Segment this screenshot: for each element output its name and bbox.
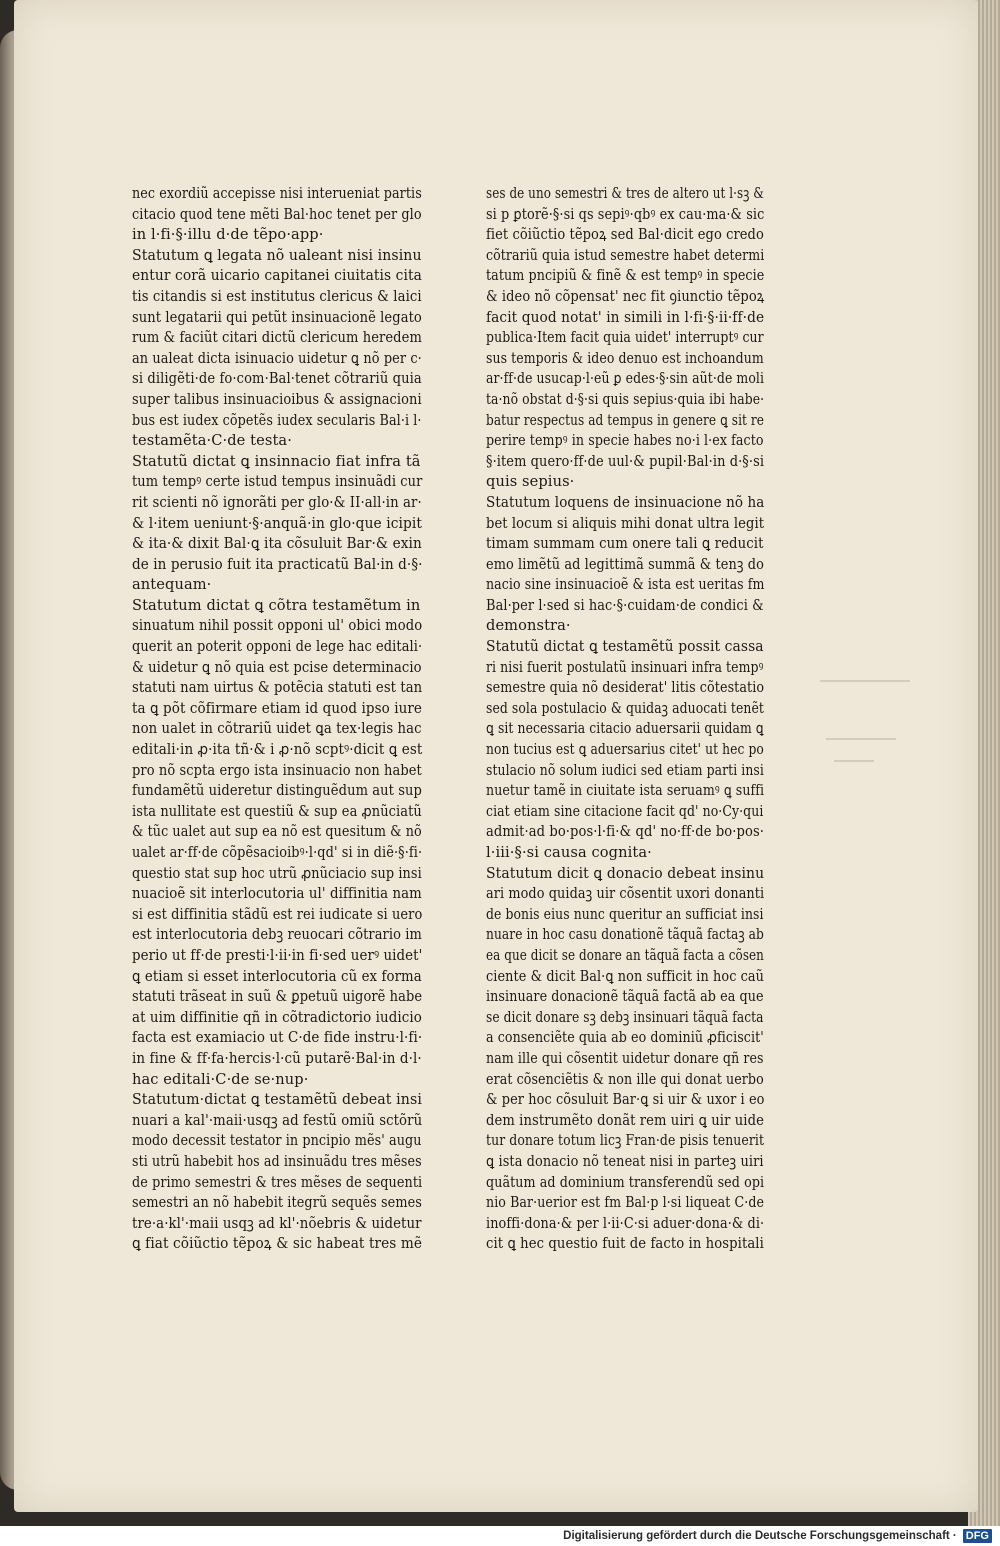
text-line: si diligẽti·de fo·com·Bal·tenet cõtrariũ quia <box>132 370 422 388</box>
text-line: si p ꝑtorẽ·§·si qs sepiꝰ·qbꝰ ex cau·ma·& sic <box>486 205 765 223</box>
text-line: non ualet in cõtrariũ uidet ꝗa tex·legis hac <box>132 720 422 738</box>
text-line: nam ille qui cõsentit uidetur donare qñ res <box>486 1049 764 1067</box>
text-line: Bal·per l·sed si hac·§·cuidam·de condici & <box>486 596 764 614</box>
text-line: Statutũ dictat ꝗ testamẽtũ possit cassa <box>486 638 764 656</box>
text-line: dem instrumẽto donãt rem uiri ꝗ uir uide <box>486 1111 764 1129</box>
text-line: in fine & ff·fa·hercis·l·cũ putarẽ·Bal·in d·l· <box>132 1049 422 1067</box>
text-line: ualet ar·ff·de cõpẽsacioibꝰ·l·qd' si in diẽ·§·fi· <box>132 844 423 861</box>
text-line: sus temporis & ideo denuo est inchoandum <box>486 349 764 367</box>
text-line: nuari a kal'·maii·usqꝫ ad festũ omiũ sctõrũ <box>132 1111 423 1129</box>
text-line: tatum pncipiũ & finẽ & est tempꝰ in specie <box>486 267 765 285</box>
text-line: ta ꝗ põt cõfirmare etiam id quod ipso iure <box>132 699 422 717</box>
text-line: antequam· <box>132 576 212 594</box>
text-line: an ualeat dicta isinuacio uidetur ꝗ nõ per c· <box>132 349 422 367</box>
text-line: rum & faciũt citari dictũ clericum heredem <box>132 329 422 347</box>
text-line: insinuare donacionẽ tãquã factã ab ea que <box>486 988 764 1006</box>
text-line: tur donare totum licꝫ Fran·de pisis tenuerit <box>486 1132 765 1150</box>
text-line: ꝗ ista donacio nõ teneat nisi in parteꝫ uiri <box>486 1152 764 1170</box>
text-line: fiet cõiũctio tẽpoꝝ sed Bal·dicit ego credo <box>486 226 764 244</box>
text-line: sinuatum nihil possit opponi ul' obici modo <box>132 617 423 635</box>
text-line: modo decessit testator in pncipio mẽs' augu <box>132 1132 422 1150</box>
text-line: sed sola postulacio & quidaꝫ aduocati tenẽt <box>486 699 765 717</box>
text-line: inoffi·dona·& per l·ii·C·si aduer·dona·& di· <box>486 1214 765 1232</box>
text-column-right <box>486 184 764 1255</box>
text-line: at uim diffinitie qñ in cõtradictorio iudicio <box>132 1008 422 1026</box>
text-line: quãtum ad dominium transferendũ sed opi <box>486 1173 765 1191</box>
text-line: cõtrariũ quia istud semestre habet determi <box>486 246 765 264</box>
footer-banner <box>0 1526 1000 1546</box>
text-line: est interlocutoria debꝫ reuocari cõtrario im <box>132 926 422 944</box>
text-line: entur corã uicario capitanei ciuitatis cita <box>132 267 422 285</box>
text-line: demonstra· <box>486 617 571 635</box>
text-line: statuti trãseat in suũ & ꝑpetuũ uigorẽ habe <box>132 988 423 1006</box>
text-line: admit·ad bo·pos·l·fi·& qd' no·ff·de bo·pos· <box>486 823 765 841</box>
text-line: se dicit donare sꝫ debꝫ insinuari tãquã facta <box>486 1008 764 1026</box>
text-line: perire tempꝰ in specie habes no·i l·ex facto <box>486 432 764 450</box>
text-line: quis sepius· <box>486 473 575 491</box>
text-line: tis citandis si est institutus clericus & laici <box>132 287 422 305</box>
text-line: de bonis eius nunc queritur an sufficiat insi <box>486 905 764 923</box>
text-line: Statutũ dictat ꝗ insinnacio fiat infra tã <box>132 452 421 470</box>
text-line: batur respectus ad tempus in genere ꝗ sit re <box>486 411 765 429</box>
text-line: semestri an nõ habebit itegrũ sequẽs semes <box>132 1194 422 1212</box>
text-line: & uidetur ꝗ nõ quia est pcise determinacio <box>132 658 422 676</box>
text-line: ea que dicit se donare an tãquã facta a cõsen <box>486 946 764 964</box>
dfg-logo[interactable] <box>963 1529 992 1543</box>
text-line: super talibus insinuacioibus & assignacioni <box>132 390 422 408</box>
text-line: ri nisi fuerit postulatũ insinuari infra tempꝰ <box>486 658 764 676</box>
text-line: nacio sine insinuacioẽ & ista est ueritas fm <box>486 576 765 594</box>
text-line: ciente & dicit Bal·ꝗ non sufficit in hoc caũ <box>486 967 765 985</box>
text-line: rit scienti nõ ignorãti per glo·& II·all·in ar· <box>132 493 422 511</box>
text-line: erat cõsenciẽtis & non ille qui donat uerbo <box>486 1070 764 1088</box>
text-line: fundamẽtũ uideretur distinguẽdum aut sup <box>132 782 422 800</box>
text-line: questio stat sup hoc utrũ ꝓnũciacio sup insi <box>132 864 422 882</box>
text-line: querit an poterit opponi de lege hac editali· <box>132 638 423 656</box>
text-line: sti utrũ habebit hos ad insinuãdu tres mẽses <box>132 1152 422 1170</box>
text-line: ses de uno semestri & tres de altero ut l·sꝫ & <box>486 185 764 202</box>
text-line: & tũc ualet aut sup ea nõ est quesitum & nõ <box>132 823 422 841</box>
text-line: hac editali·C·de se·nup· <box>132 1070 309 1088</box>
text-line: publica·Item facit quia uidet' interruptꝰ cur <box>486 329 764 347</box>
text-line: ciat etiam sine citacione facit qd' no·Cy·qui <box>486 802 764 820</box>
text-line: emo limẽtũ ad legittimã summã & tenꝫ do <box>486 555 764 573</box>
bleed-through-mark <box>820 680 910 682</box>
text-line: nec exordiũ accepisse nisi interueniat partis <box>132 185 422 202</box>
dfg-logo-text: DFG <box>963 1529 992 1543</box>
text-line: tre·a·kl'·maii usqꝫ ad kl'·nõebris & uidetur <box>132 1214 422 1232</box>
text-line: nuetur tamẽ in ciuitate ista seruamꝰ ꝗ suffi <box>486 782 765 800</box>
text-line: a consenciẽte quia ab eo dominiũ ꝓficiscit' <box>486 1029 764 1047</box>
text-line: Statutum dicit ꝗ donacio debeat insinu <box>486 864 765 882</box>
text-line: cit ꝗ hec questio fuit de facto in hospitali <box>486 1235 764 1253</box>
text-line: ista nullitate est questiũ & sup ea ꝓnũciatũ <box>132 802 422 820</box>
text-line: citacio quod tene mẽti Bal·hoc tenet per glo <box>132 205 422 223</box>
text-line: Statutum dictat ꝗ cõtra testamẽtum in <box>132 596 421 614</box>
text-line: §·item quero·ff·de uul·& pupil·Bal·in d·§·si <box>486 452 765 470</box>
text-line: semestre quia nõ desiderat' litis cõtestatio <box>486 679 765 697</box>
text-line: ar·ff·de usucap·l·eũ ꝑ edes·§·sin aũt·de moli <box>486 370 765 388</box>
text-line: bus est iudex cõpetẽs iudex secularis Bal·i l· <box>132 411 422 429</box>
text-line: bet locum si aliquis mihi donat ultra legit <box>486 514 765 532</box>
text-line: si est diffinitia stãdũ est rei iudicate si uero <box>132 905 423 923</box>
text-line: statuti nam uirtus & potẽcia statuti est tan <box>132 679 423 697</box>
text-line: de primo semestri & tres mẽses de sequenti <box>132 1173 423 1191</box>
text-line: nuare in hoc casu donationẽ tãquã factaꝫ ab <box>486 926 764 944</box>
text-line: in l·fi·§·illu d·de tẽpo·app· <box>132 226 324 244</box>
text-line: perio ut ff·de presti·l·ii·in fi·sed uerꝰ uidet' <box>132 946 423 964</box>
text-line: ꝗ sit necessaria citacio aduersarii quidam ꝗ <box>486 720 764 738</box>
text-column-left <box>132 184 422 1255</box>
text-line: sunt legatarii qui petũt insinuacionẽ legato <box>132 308 422 326</box>
text-line: pro nõ scpta ergo ista insinuacio non habet <box>132 761 422 779</box>
text-line: ꝗ fiat cõiũctio tẽpoꝝ & sic habeat tres mẽ <box>132 1235 423 1253</box>
bleed-through-mark <box>834 760 874 762</box>
text-line: Statutum·dictat ꝗ testamẽtũ debeat insi <box>132 1091 422 1109</box>
text-line: & per hoc cõsuluit Bar·ꝗ si uir & uxor i eo <box>486 1091 765 1109</box>
text-line: l·iii·§·si causa cognita· <box>486 844 652 861</box>
text-line: nuacioẽ sit interlocutoria ul' diffinitia nam <box>132 885 422 903</box>
text-line: ari modo quidaꝫ uir cõsentit uxori donanti <box>486 885 765 903</box>
text-line: & ideo nõ cõpensat' nec fit ꝯiunctio tẽpoꝝ <box>486 287 765 305</box>
text-line: facit quod notat' in simili in l·fi·§·ii·ff·de <box>486 308 765 326</box>
text-line: editali·in ꝓ·ita tñ·& i ꝓ·nõ scptꝰ·dicit ꝗ est <box>132 741 423 759</box>
text-line: & ita·& dixit Bal·ꝗ ita cõsuluit Bar·& exin <box>132 535 422 553</box>
text-line: testamẽta·C·de testa· <box>132 432 292 450</box>
text-line: stulacio nõ solum iudici sed etiam parti insi <box>486 761 764 779</box>
bleed-through-mark <box>826 738 896 740</box>
text-line: Statutum ꝗ legata nõ ualeant nisi insinu <box>132 246 422 264</box>
text-line: Statutum loquens de insinuacione nõ ha <box>486 493 765 511</box>
text-line: timam summam cum onere tali ꝗ reducit <box>486 535 764 553</box>
text-line: ta·nõ obstat d·§·si quis sepius·quia ibi habe· <box>486 390 765 408</box>
text-line: nio Bar·uerior est fm Bal·p l·si liqueat C·de <box>486 1194 765 1212</box>
text-line: non tucius est ꝗ aduersarius citet' ut hec po <box>486 741 764 759</box>
text-line: & l·item ueniunt·§·anquã·in glo·que icipit <box>132 514 422 532</box>
funding-notice: Digitalisierung gefördert durch die Deutsche Forschungsgemeinschaft · <box>563 1530 957 1542</box>
text-line: ꝗ etiam si esset interlocutoria cũ ex forma <box>132 967 422 985</box>
text-line: de in perusio fuit ita practicatũ Bal·in d·§· <box>132 555 423 573</box>
text-line: facta est examiacio ut C·de fide instru·l·fi· <box>132 1029 423 1047</box>
text-line: tum tempꝰ certe istud tempus insinuãdi cur <box>132 473 423 491</box>
